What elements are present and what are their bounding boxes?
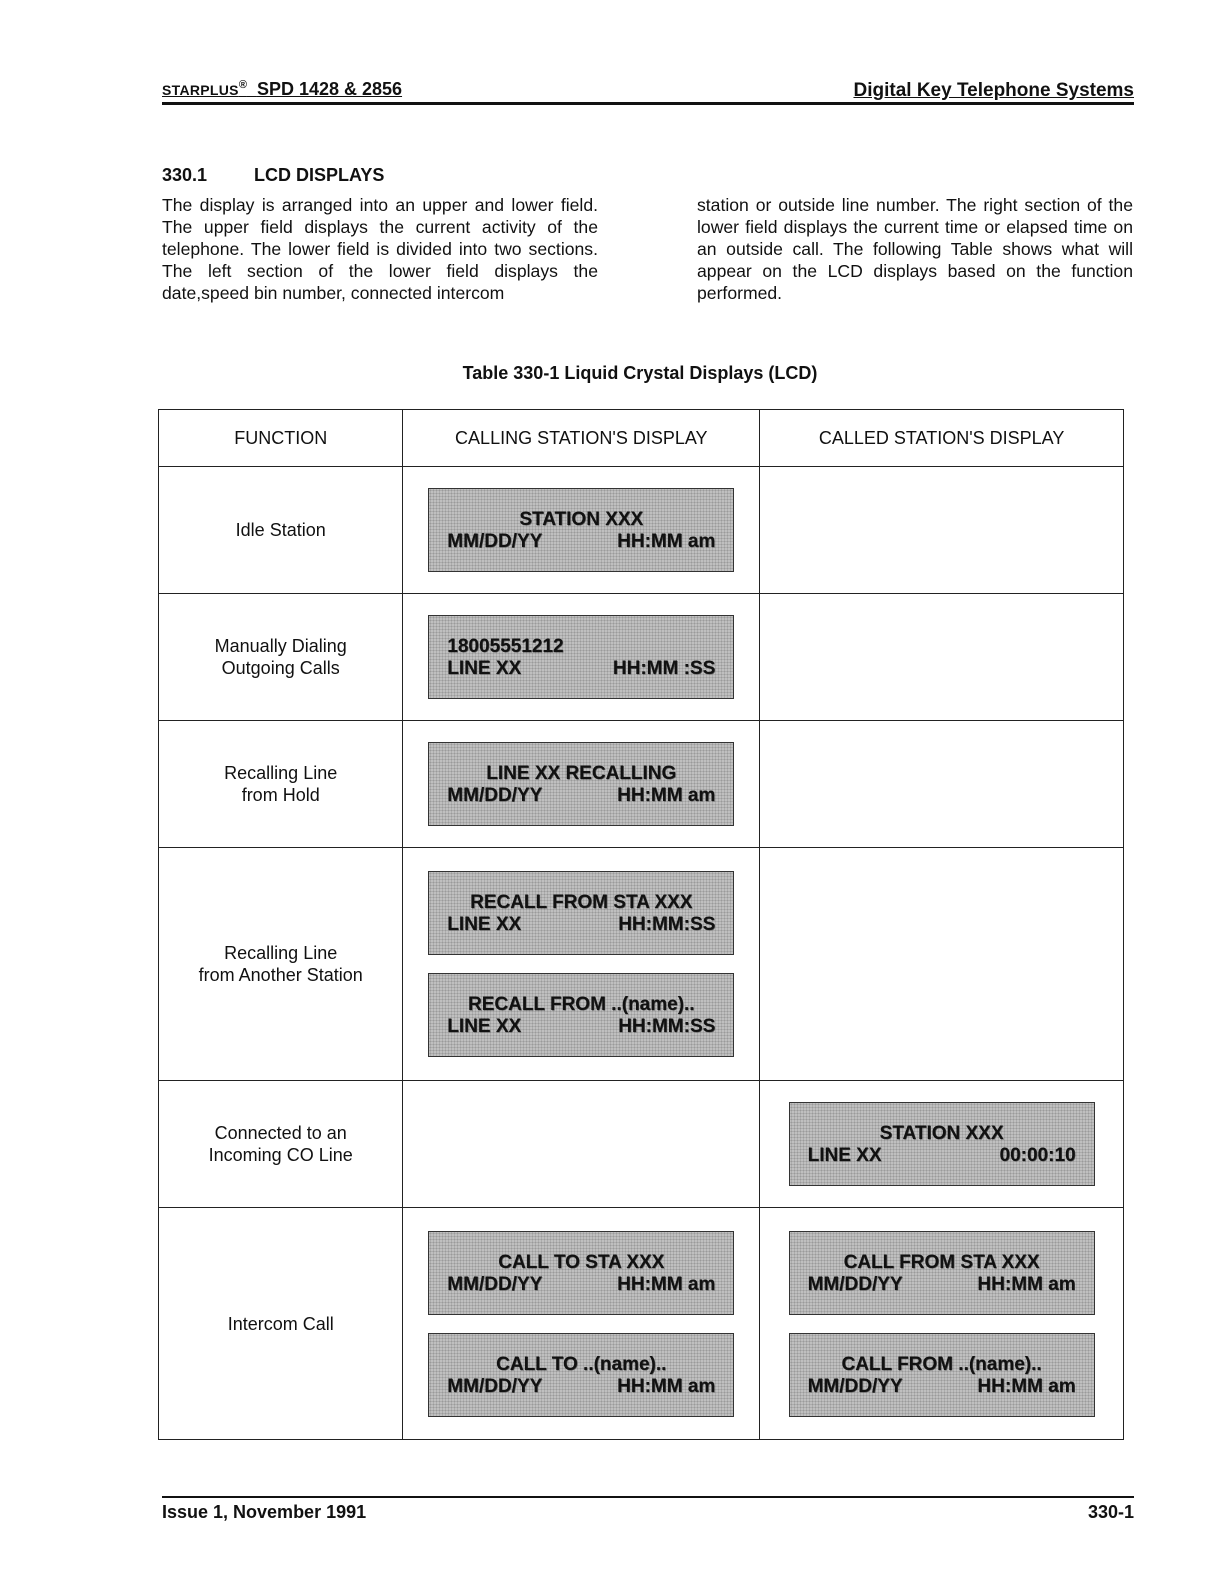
function-cell	[159, 848, 403, 1081]
lcd-lower-right-field: HH:MM am	[617, 531, 716, 552]
function-cell	[159, 467, 403, 594]
lcd-lower-right-field: HH:MM :SS	[612, 658, 716, 679]
lcd-upper-field: RECALL FROM ..(name)..	[467, 994, 695, 1015]
lcd-upper-field: CALL TO STA XXX	[498, 1251, 665, 1273]
intro-paragraph-col1: The display is arranged into an upper and lower field. The upper field displays the current activity of the telephone. The lower field is divided into two sections. The left section of the lower field displays the date,speed bin number, connected intercom	[162, 195, 598, 303]
lcd-upper-field: CALL FROM ..(name)..	[841, 1353, 1042, 1375]
function-label-line2: Outgoing Calls	[221, 658, 340, 678]
lcd-display	[428, 871, 734, 955]
function-label-line1: Idle Station	[235, 520, 326, 540]
footer-page-number: 330-1	[1087, 1502, 1134, 1522]
table-row	[159, 594, 1124, 721]
lcd-lower-right-field: HH:MM am	[977, 1375, 1076, 1397]
lcd-lower-left-field: MM/DD/YY	[807, 1273, 903, 1295]
lcd-lower-left-field: MM/DD/YY	[447, 785, 543, 806]
lcd-lower-right-field: 00:00:10	[999, 1145, 1076, 1166]
function-label-line1: Connected to an	[214, 1123, 347, 1143]
lcd-display	[428, 615, 734, 699]
lcd-display	[428, 973, 734, 1057]
lcd-lower-left-field: LINE XX	[807, 1145, 882, 1166]
brand-name: STARPLUS	[162, 82, 239, 98]
lcd-lower-left-field: MM/DD/YY	[447, 531, 543, 552]
calling-display-cell	[403, 1208, 760, 1440]
function-label-line2: Incoming CO Line	[208, 1145, 353, 1165]
lcd-table	[158, 409, 1124, 1440]
called-display-cell	[760, 1208, 1124, 1440]
called-display-cell	[760, 594, 1124, 721]
lcd-upper-field: CALL FROM STA XXX	[843, 1251, 1040, 1273]
table-row	[159, 721, 1124, 848]
header-calling-display: CALLING STATION'S DISPLAY	[403, 410, 760, 467]
called-display-cell	[760, 1081, 1124, 1208]
calling-display-cell	[403, 721, 760, 848]
header-called-display: CALLED STATION'S DISPLAY	[760, 410, 1124, 467]
table-caption: Table 330-1 Liquid Crystal Displays (LCD)	[462, 363, 818, 383]
registered-mark: ®	[238, 79, 247, 91]
calling-display-cell	[403, 467, 760, 594]
lcd-lower-right-field: HH:MM:SS	[618, 914, 716, 935]
function-cell	[159, 1081, 403, 1208]
lcd-display	[789, 1333, 1095, 1417]
function-label-line2: from Hold	[241, 785, 320, 805]
section-title: LCD DISPLAYS	[254, 165, 385, 185]
lcd-upper-field: LINE XX RECALLING	[486, 763, 677, 784]
lcd-lower-left-field: LINE XX	[447, 1016, 522, 1037]
lcd-upper-field: STATION XXX	[879, 1123, 1004, 1144]
header-product	[162, 79, 402, 100]
function-label-line1: Manually Dialing	[214, 636, 347, 656]
lcd-lower-left-field: MM/DD/YY	[447, 1375, 543, 1397]
lcd-lower-right-field: HH:MM am	[617, 785, 716, 806]
lcd-upper-field: CALL TO ..(name)..	[496, 1353, 667, 1375]
lcd-display	[789, 1231, 1095, 1315]
lcd-display	[789, 1102, 1095, 1186]
lcd-lower-right-field: HH:MM:SS	[618, 1016, 716, 1037]
called-display-cell	[760, 721, 1124, 848]
table-row	[159, 1081, 1124, 1208]
lcd-display	[428, 488, 734, 572]
table-row	[159, 1208, 1124, 1440]
lcd-upper-field: RECALL FROM STA XXX	[470, 892, 693, 913]
lcd-lower-left-field: LINE XX	[447, 914, 522, 935]
called-display-cell	[760, 467, 1124, 594]
lcd-lower-left-field: LINE XX	[447, 658, 522, 679]
model-number: SPD 1428 & 2856	[256, 79, 403, 99]
lcd-lower-left-field: MM/DD/YY	[807, 1375, 903, 1397]
table-row	[159, 848, 1124, 1081]
table-header-row	[159, 410, 1124, 467]
page-header	[162, 74, 1134, 105]
lcd-upper-field: STATION XXX	[519, 509, 644, 530]
page-footer	[162, 1496, 1134, 1522]
lcd-lower-right-field: HH:MM am	[617, 1375, 716, 1397]
lcd-display	[428, 742, 734, 826]
section-heading	[162, 165, 384, 186]
function-label-line1: Recalling Line	[224, 943, 338, 963]
lcd-display	[428, 1231, 734, 1315]
table-row	[159, 467, 1124, 594]
called-display-cell	[760, 848, 1124, 1081]
calling-display-cell	[403, 594, 760, 721]
lcd-lower-left-field: MM/DD/YY	[447, 1273, 543, 1295]
intro-paragraph-col2: station or outside line number. The right section of the lower field displays the current time or elapsed time on an outside call. The following Table shows what will appear on the LCD displays based on the function performed.	[697, 195, 1133, 303]
function-cell	[159, 721, 403, 848]
header-function: FUNCTION	[159, 410, 403, 467]
footer-issue: Issue 1, November 1991	[162, 1502, 367, 1522]
lcd-upper-field: 18005551212	[447, 636, 564, 657]
calling-display-cell	[403, 848, 760, 1081]
function-cell	[159, 1208, 403, 1440]
function-label-line2: from Another Station	[198, 965, 363, 985]
calling-display-cell	[403, 1081, 760, 1208]
section-number: 330.1	[162, 165, 208, 185]
header-title: Digital Key Telephone Systems	[853, 80, 1134, 101]
lcd-lower-right-field: HH:MM am	[977, 1273, 1076, 1295]
function-label-line1: Recalling Line	[224, 763, 338, 783]
lcd-display	[428, 1333, 734, 1417]
lcd-lower-right-field: HH:MM am	[617, 1273, 716, 1295]
function-label-line1: Intercom Call	[227, 1313, 334, 1334]
function-cell	[159, 594, 403, 721]
